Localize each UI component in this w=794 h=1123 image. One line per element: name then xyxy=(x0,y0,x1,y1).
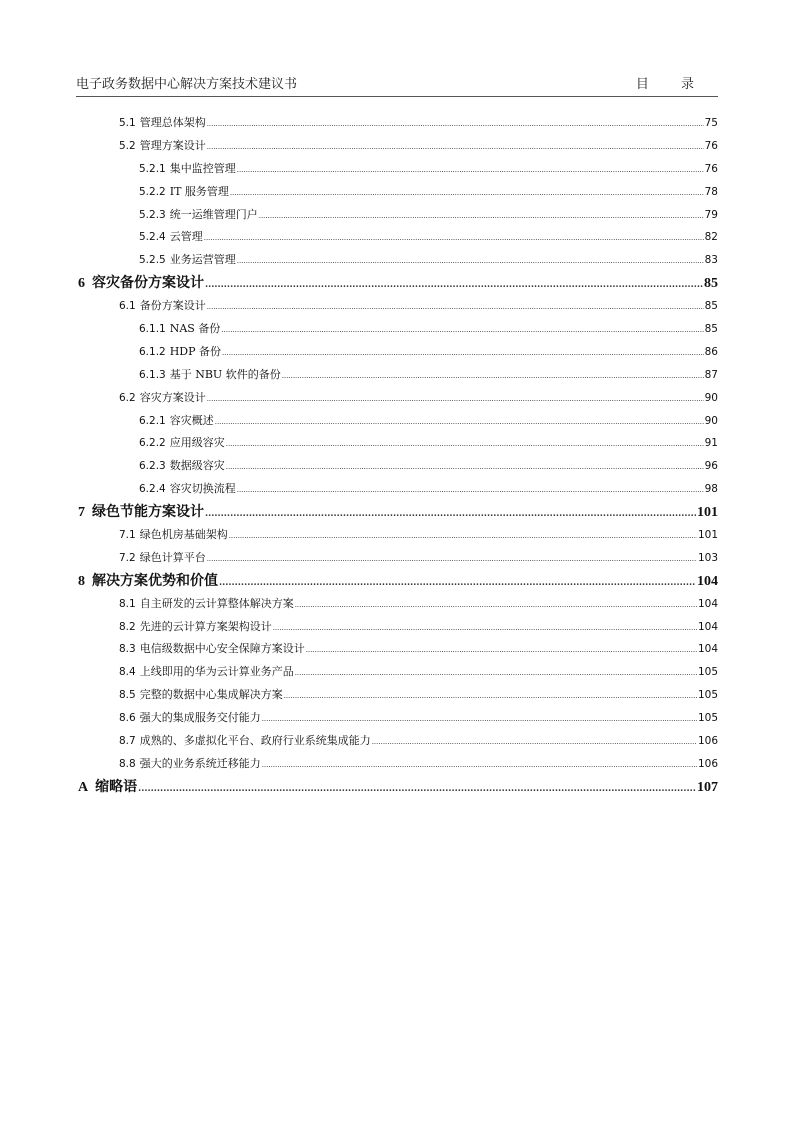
toc-entry[interactable] xyxy=(76,547,718,570)
toc-leader-dots xyxy=(205,274,703,295)
document-title: 电子政务数据中心解决方案技术建议书 xyxy=(76,77,298,92)
toc-entry[interactable] xyxy=(76,158,718,181)
toc-entry-title: 成熟的、多虚拟化平台、政府行业系统集成能力 xyxy=(139,734,371,748)
toc-entry[interactable] xyxy=(76,135,718,158)
toc-entry-label xyxy=(78,272,205,295)
toc-entry-label xyxy=(119,616,273,639)
toc-entry-page: 85 xyxy=(704,300,718,313)
toc-entry-label xyxy=(139,249,237,272)
toc-entry-page: 83 xyxy=(704,254,718,267)
toc-entry-number: 5.2.3 xyxy=(139,208,166,221)
toc-entry-label xyxy=(119,684,284,707)
toc-entry-title: 上线即用的华为云计算业务产品 xyxy=(139,665,294,679)
toc-entry-number: 5.2 xyxy=(119,139,136,152)
toc-entry-title: 集中监控管理 xyxy=(169,161,236,175)
toc-entry-number: 5.1 xyxy=(119,117,136,129)
toc-entry-number: 8.2 xyxy=(119,620,136,633)
toc-entry-page: 98 xyxy=(704,483,718,496)
toc-entry-number: 5.2.5 xyxy=(139,254,166,267)
toc-entry-page: 104 xyxy=(697,643,718,656)
toc-leader-dots xyxy=(262,754,697,776)
toc-entry-page: 90 xyxy=(704,391,718,404)
toc-entry-label xyxy=(139,158,237,181)
toc-entry-title: 绿色计算平台 xyxy=(139,550,206,564)
toc-entry[interactable] xyxy=(76,593,718,616)
toc-entry-title: 云管理 xyxy=(169,230,203,244)
section-title: 目 录 xyxy=(635,77,708,92)
toc-entry-number: 6 xyxy=(78,276,85,292)
toc-entry-label xyxy=(119,387,207,410)
toc-leader-dots xyxy=(207,296,704,318)
toc-leader-dots xyxy=(237,159,704,181)
toc-entry-title: 容灾切换流程 xyxy=(169,482,236,496)
toc-entry-title: 数据级容灾 xyxy=(169,459,225,473)
toc-leader-dots xyxy=(222,342,704,364)
toc-entry-page: 105 xyxy=(697,689,718,702)
toc-entry-title: 业务运营管理 xyxy=(169,253,236,267)
toc-entry-title: HDP 备份 xyxy=(169,344,222,358)
toc-entry-label xyxy=(139,364,282,387)
toc-entry-label xyxy=(119,638,306,661)
toc-leader-dots xyxy=(282,365,704,387)
toc-entry-label xyxy=(119,547,207,570)
toc-entry-label xyxy=(119,753,262,776)
toc-entry[interactable] xyxy=(76,730,718,753)
toc-entry-page: 86 xyxy=(704,345,718,358)
toc-entry-number: 7.1 xyxy=(119,529,136,542)
page-header xyxy=(76,76,718,94)
toc-entry-number: 8.4 xyxy=(119,666,136,679)
toc-entry-page: 96 xyxy=(704,460,718,473)
toc-entry-page: 105 xyxy=(697,712,718,725)
toc-entry-page: 106 xyxy=(697,757,718,770)
toc-leader-dots xyxy=(295,594,697,616)
toc-entry-number: 5.2.4 xyxy=(139,231,166,244)
toc-entry[interactable] xyxy=(76,776,718,799)
toc-entry-page: 106 xyxy=(697,735,718,748)
toc-entry-title: 先进的云计算方案架构设计 xyxy=(139,619,272,633)
toc-entry-label xyxy=(119,707,262,730)
toc-entry-page: 76 xyxy=(704,139,718,152)
toc-leader-dots xyxy=(138,778,696,799)
toc-entry-label xyxy=(139,432,226,455)
toc-leader-dots xyxy=(295,662,697,684)
toc-entry-number: 8.6 xyxy=(119,712,136,725)
toc-leader-dots xyxy=(229,525,697,547)
header-divider xyxy=(76,96,718,97)
toc-entry-page: 75 xyxy=(704,117,718,129)
toc-entry-number: 6.2 xyxy=(119,391,136,404)
toc-entry[interactable] xyxy=(76,432,718,455)
toc-entry-title: IT 服务管理 xyxy=(169,184,229,198)
toc-entry-title: 绿色机房基础架构 xyxy=(139,528,228,542)
toc-leader-dots xyxy=(259,205,704,227)
toc-entry[interactable] xyxy=(76,272,718,295)
toc-leader-dots xyxy=(215,411,704,433)
toc-entry-page: 104 xyxy=(697,573,718,589)
toc-entry[interactable] xyxy=(76,638,718,661)
toc-entry-page: 91 xyxy=(704,437,718,450)
toc-entry-page: 107 xyxy=(697,779,718,795)
toc-leader-dots xyxy=(273,617,697,639)
toc-entry-number: 6.2.3 xyxy=(139,460,166,473)
toc-entry-label xyxy=(119,661,295,684)
toc-leader-dots xyxy=(207,113,704,135)
toc-entry[interactable] xyxy=(76,410,718,433)
toc-leader-dots xyxy=(205,503,696,524)
toc-entry-label xyxy=(119,135,207,158)
toc-entry-number: 6.2.2 xyxy=(139,437,166,450)
toc-entry-number: 6.1.3 xyxy=(139,368,166,381)
toc-entry-label xyxy=(139,226,204,249)
toc-leader-dots xyxy=(219,572,696,593)
toc-entry[interactable] xyxy=(76,387,718,410)
toc-entry-title: 管理总体架构 xyxy=(139,116,206,129)
toc-entry[interactable] xyxy=(76,661,718,684)
toc-entry[interactable] xyxy=(76,707,718,730)
toc-entry[interactable] xyxy=(76,295,718,318)
toc-entry-number: 8.1 xyxy=(119,597,136,610)
toc-entry[interactable] xyxy=(76,616,718,639)
toc-leader-dots xyxy=(306,639,697,661)
toc-leader-dots xyxy=(207,388,704,410)
toc-entry-title: 管理方案设计 xyxy=(139,138,206,152)
toc-entry-label xyxy=(139,318,221,341)
toc-entry-page: 87 xyxy=(704,368,718,381)
toc-entry[interactable] xyxy=(76,112,718,135)
toc-leader-dots xyxy=(207,548,697,570)
toc-leader-dots xyxy=(207,136,704,158)
toc-entry-page: 105 xyxy=(697,666,718,679)
toc-entry-label xyxy=(119,730,372,753)
toc-entry-number: 5.2.2 xyxy=(139,185,166,198)
toc-entry-title: 基于 NBU 软件的备份 xyxy=(169,367,281,381)
toc-entry-page: 104 xyxy=(697,620,718,633)
toc-entry-number: 6.1.1 xyxy=(139,323,166,336)
toc-leader-dots xyxy=(237,479,704,501)
toc-entry-number: 8.8 xyxy=(119,757,136,770)
toc-leader-dots xyxy=(226,433,704,455)
toc-leader-dots xyxy=(262,708,697,730)
toc-leader-dots xyxy=(221,319,703,341)
toc-entry-page: 82 xyxy=(704,231,718,244)
toc-entry-title: 容灾方案设计 xyxy=(139,390,206,404)
toc-entry-title: 缩略语 xyxy=(95,778,138,795)
toc-entry[interactable] xyxy=(76,478,718,501)
toc-entry-number: 6.1 xyxy=(119,300,136,313)
toc-entry[interactable] xyxy=(76,341,718,364)
toc-entry[interactable] xyxy=(76,364,718,387)
toc-entry-title: 完整的数据中心集成解决方案 xyxy=(139,688,283,702)
toc-entry-number: 8.3 xyxy=(119,643,136,656)
toc-leader-dots xyxy=(226,456,704,478)
toc-entry-title: 统一运维管理门户 xyxy=(169,207,258,221)
toc-entry-page: 101 xyxy=(697,505,718,521)
toc-leader-dots xyxy=(204,227,704,249)
toc-entry[interactable] xyxy=(76,181,718,204)
toc-entry-title: 强大的集成服务交付能力 xyxy=(139,711,261,725)
toc-entry-label xyxy=(78,501,205,524)
toc-entry[interactable] xyxy=(76,318,718,341)
toc-entry-number: 7.2 xyxy=(119,551,136,564)
toc-entry[interactable] xyxy=(76,570,718,593)
toc-entry-number: 8 xyxy=(78,573,85,589)
toc-entry-label xyxy=(139,478,237,501)
toc-entry-title: 容灾概述 xyxy=(169,413,214,427)
table-of-contents xyxy=(76,112,718,799)
toc-entry-title: 自主研发的云计算整体解决方案 xyxy=(139,596,294,610)
toc-entry-title: NAS 备份 xyxy=(169,322,221,336)
toc-entry-page: 78 xyxy=(704,185,718,198)
toc-entry-label xyxy=(119,295,207,318)
toc-entry-title: 容灾备份方案设计 xyxy=(92,275,204,292)
toc-entry[interactable] xyxy=(76,753,718,776)
toc-entry[interactable] xyxy=(76,204,718,227)
toc-entry[interactable] xyxy=(76,684,718,707)
toc-entry-page: 90 xyxy=(704,414,718,427)
toc-entry-page: 104 xyxy=(697,597,718,610)
toc-entry-title: 备份方案设计 xyxy=(139,299,206,313)
toc-entry[interactable] xyxy=(76,226,718,249)
toc-entry-page: 85 xyxy=(704,276,718,292)
toc-leader-dots xyxy=(230,182,704,204)
toc-entry[interactable] xyxy=(76,524,718,547)
toc-entry-number: 6.1.2 xyxy=(139,345,166,358)
toc-entry-page: 101 xyxy=(697,529,718,542)
toc-entry-number: 6.2.4 xyxy=(139,483,166,496)
toc-entry-title: 绿色节能方案设计 xyxy=(92,504,204,521)
toc-entry-number: 6.2.1 xyxy=(139,414,166,427)
toc-entry[interactable] xyxy=(76,501,718,524)
toc-entry-page: 76 xyxy=(704,162,718,175)
toc-entry-label xyxy=(78,776,138,799)
toc-entry-title: 电信级数据中心安全保障方案设计 xyxy=(139,642,305,656)
toc-entry-label xyxy=(139,341,222,364)
toc-entry-number: 7 xyxy=(78,505,85,521)
toc-entry-number: 8.5 xyxy=(119,689,136,702)
toc-entry-title: 应用级容灾 xyxy=(169,436,225,450)
toc-entry-page: 85 xyxy=(704,323,718,336)
toc-entry-label xyxy=(119,524,229,547)
toc-entry-title: 强大的业务系统迁移能力 xyxy=(139,756,261,770)
toc-entry-number: 5.2.1 xyxy=(139,162,166,175)
toc-entry-page: 103 xyxy=(697,551,718,564)
toc-entry-title: 解决方案优势和价值 xyxy=(92,572,218,589)
toc-entry-label xyxy=(119,593,295,616)
toc-entry-label xyxy=(139,181,230,204)
toc-entry-label xyxy=(139,455,226,478)
toc-entry[interactable] xyxy=(76,249,718,272)
toc-entry-page: 79 xyxy=(704,208,718,221)
toc-entry-label xyxy=(139,204,259,227)
toc-entry-label xyxy=(78,570,219,593)
toc-leader-dots xyxy=(372,731,697,753)
toc-entry-label xyxy=(119,112,207,135)
toc-leader-dots xyxy=(237,250,704,272)
toc-entry-number: A xyxy=(78,779,89,795)
toc-entry-number: 8.7 xyxy=(119,735,136,748)
toc-entry-label xyxy=(139,410,215,433)
toc-leader-dots xyxy=(284,685,697,707)
toc-entry[interactable] xyxy=(76,455,718,478)
